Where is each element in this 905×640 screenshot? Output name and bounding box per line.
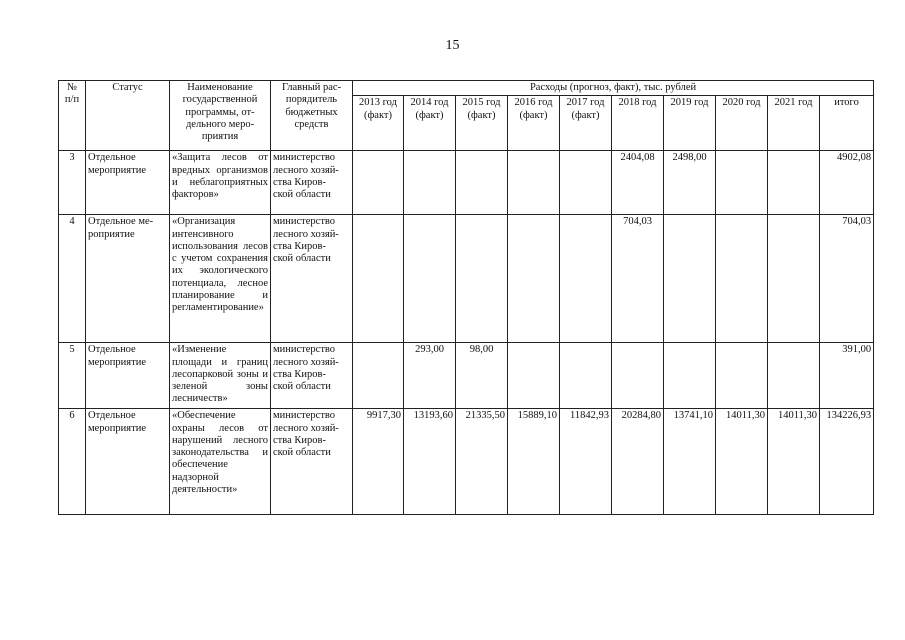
table-row: [59, 343, 874, 409]
table-row: [59, 151, 874, 215]
row-value: 11842,93: [560, 409, 612, 515]
row-total: 391,00: [820, 343, 874, 409]
row-value: [716, 343, 768, 409]
row-num: 4: [59, 215, 86, 343]
header-year: 2014 год (факт): [404, 96, 456, 151]
table-row: [59, 409, 874, 515]
row-value: 13193,60: [404, 409, 456, 515]
page-number: 15: [445, 38, 460, 53]
header-admin: Главный рас- порядитель бюджетных средств: [271, 81, 353, 151]
row-status: Отдельное ме- роприятие: [86, 215, 170, 343]
row-total: 134226,93: [820, 409, 874, 515]
row-value: 15889,10: [508, 409, 560, 515]
row-value: [664, 215, 716, 343]
row-value: 2498,00: [664, 151, 716, 215]
row-total: 704,03: [820, 215, 874, 343]
row-admin: министерство лесного хозяй- ства Киров- ской области: [271, 343, 353, 409]
row-status: Отдельное мероприятие: [86, 151, 170, 215]
row-value: [508, 151, 560, 215]
header-num: № п/п: [59, 81, 86, 151]
budget-table: [58, 80, 874, 515]
row-value: [404, 151, 456, 215]
table-header-row: [59, 81, 874, 96]
row-value: 98,00: [456, 343, 508, 409]
header-year: 2013 год (факт): [353, 96, 404, 151]
row-value: [716, 151, 768, 215]
row-admin: министерство лесного хозяй- ства Киров- ской области: [271, 409, 353, 515]
row-status: Отдельное мероприятие: [86, 343, 170, 409]
row-value: [664, 343, 716, 409]
table-row: [59, 215, 874, 343]
header-year: 2021 год: [768, 96, 820, 151]
header-year: 2018 год: [612, 96, 664, 151]
header-expenses: Расходы (прогноз, факт), тыс. рублей: [353, 81, 874, 96]
header-status: Статус: [86, 81, 170, 151]
row-status: Отдельное мероприятие: [86, 409, 170, 515]
row-value: 2404,08: [612, 151, 664, 215]
row-value: [456, 151, 508, 215]
header-year: 2015 год (факт): [456, 96, 508, 151]
header-year: 2020 год: [716, 96, 768, 151]
header-total: итого: [820, 96, 874, 151]
row-admin: министерство лесного хозяй- ства Киров- ской области: [271, 151, 353, 215]
row-value: [768, 215, 820, 343]
row-num: 3: [59, 151, 86, 215]
row-value: [560, 151, 612, 215]
row-name: «Обеспечение охраны лесов от нарушений лесного законодательства и обеспечение надзорной деятельности»: [170, 409, 271, 515]
row-name: «Организация интенсивного использования лесов с учетом сохранения их экологического потенциала, лесное планирование и регламентирование»: [170, 215, 271, 343]
row-value: [508, 343, 560, 409]
row-value: [508, 215, 560, 343]
row-value: [404, 215, 456, 343]
row-value: [353, 215, 404, 343]
row-value: 704,03: [612, 215, 664, 343]
row-num: 5: [59, 343, 86, 409]
row-value: 20284,80: [612, 409, 664, 515]
row-value: [456, 215, 508, 343]
row-value: 293,00: [404, 343, 456, 409]
row-value: [353, 343, 404, 409]
row-num: 6: [59, 409, 86, 515]
row-value: 21335,50: [456, 409, 508, 515]
row-admin: министерство лесного хозяй- ства Киров- ской области: [271, 215, 353, 343]
row-value: [612, 343, 664, 409]
header-year: 2019 год: [664, 96, 716, 151]
row-value: [353, 151, 404, 215]
row-value: 14011,30: [716, 409, 768, 515]
row-value: 13741,10: [664, 409, 716, 515]
row-value: [768, 343, 820, 409]
row-name: «Защита лесов от вредных организмов и неблагоприятных факторов»: [170, 151, 271, 215]
row-value: [716, 215, 768, 343]
row-value: 14011,30: [768, 409, 820, 515]
row-value: 9917,30: [353, 409, 404, 515]
row-value: [768, 151, 820, 215]
row-total: 4902,08: [820, 151, 874, 215]
row-name: «Изменение площади и границ лесопарковой зоны и зеленой зоны лесничеств»: [170, 343, 271, 409]
row-value: [560, 215, 612, 343]
header-year: 2017 год (факт): [560, 96, 612, 151]
header-name: Наименование государственной программы, от- дельного меро- приятия: [170, 81, 271, 151]
row-value: [560, 343, 612, 409]
header-year: 2016 год (факт): [508, 96, 560, 151]
